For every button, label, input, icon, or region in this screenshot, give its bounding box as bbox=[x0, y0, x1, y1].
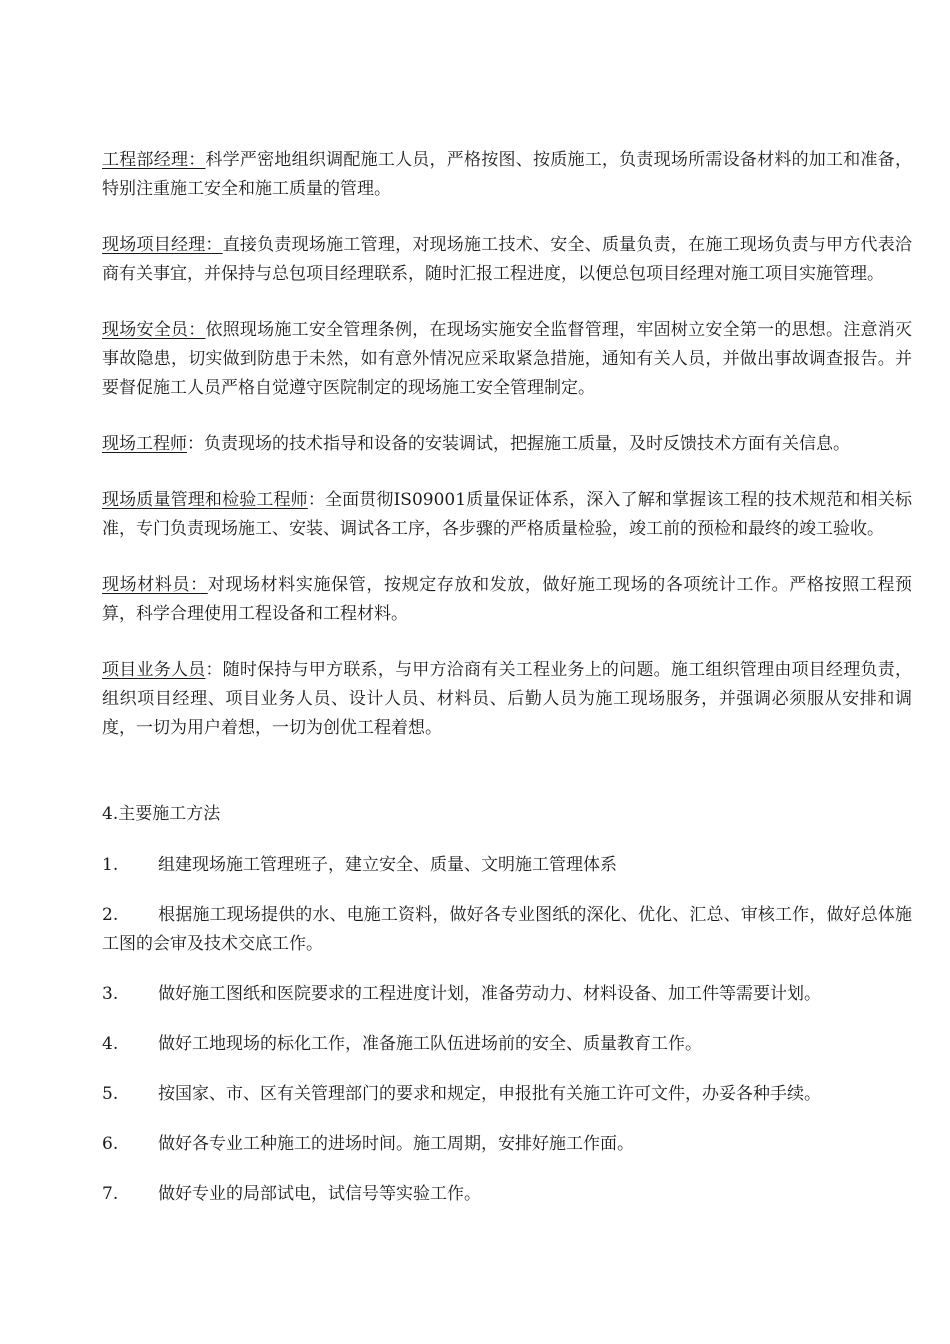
document-page bbox=[102, 146, 912, 1230]
role-paragraph-site-engineer bbox=[102, 430, 912, 459]
step-number: 2. bbox=[102, 905, 119, 925]
role-description: 直接负责现场施工管理，对现场施工技术、安全、质量负责，在施工现场负责与甲方代表洽商有关事宜，并保持与总包项目经理联系，随时汇报工程进度，以便总包项目经理对施工项目实施管理。 bbox=[102, 235, 913, 284]
step-text: 根据施工现场提供的水、电施工资料，做好各专业图纸的深化、优化、汇总、审核工作，做好总体施工图的会审及技术交底工作。 bbox=[102, 905, 912, 954]
step-number: 4. bbox=[102, 1034, 119, 1054]
role-title: 现场项目经理： bbox=[102, 235, 223, 255]
step-item bbox=[102, 1180, 912, 1209]
role-title: 现场工程师 bbox=[102, 434, 187, 454]
step-item bbox=[102, 980, 912, 1009]
step-item bbox=[102, 1130, 912, 1159]
step-number: 3. bbox=[102, 984, 119, 1004]
role-paragraph-quality-engineer bbox=[102, 486, 912, 544]
step-text: 组建现场施工管理班子，建立安全、质量、文明施工管理体系 bbox=[158, 855, 617, 875]
role-title: 工程部经理： bbox=[102, 150, 206, 170]
role-description: ：负责现场的技术指导和设备的安装调试，把握施工质量，及时反馈技术方面有关信息。 bbox=[187, 434, 850, 454]
role-description: 对现场材料实施保管，按规定存放和发放，做好施工现场的各项统计工作。严格按照工程预算，科学合理使用工程设备和工程材料。 bbox=[102, 575, 912, 624]
role-title: 项目业务人员 bbox=[102, 660, 206, 680]
section-heading: 4.主要施工方法 bbox=[102, 804, 221, 824]
step-text: 按国家、市、区有关管理部门的要求和规定，申报批有关施工许可文件，办妥各种手续。 bbox=[158, 1084, 821, 1104]
step-number: 7. bbox=[102, 1184, 119, 1204]
role-description: ：随时保持与甲方联系，与甲方洽商有关工程业务上的问题。施工组织管理由项目经理负责，组织项目经理、项目业务人员、设计人员、材料员、后勤人员为施工现场服务，并强调必须服从安排和调度，一切为用户着想，一切为创优工程着想。 bbox=[102, 660, 913, 738]
step-text: 做好施工图纸和医院要求的工程进度计划，准备劳动力、材料设备、加工件等需要计划。 bbox=[158, 984, 821, 1004]
step-number: 5. bbox=[102, 1084, 119, 1104]
step-number: 1. bbox=[102, 855, 119, 875]
role-paragraph-business-staff bbox=[102, 656, 912, 743]
step-item bbox=[102, 1030, 912, 1059]
step-number: 6. bbox=[102, 1134, 119, 1154]
role-description: ：全面贯彻IS09001质量保证体系，深入了解和掌握该工程的技术规范和相关标准，专门负责现场施工、安装、调试各工序，各步骤的严格质量检验，竣工前的预检和最终的竣工验收。 bbox=[102, 490, 912, 539]
role-description: 依照现场施工安全管理条例，在现场实施安全监督管理，牢固树立安全第一的思想。注意消灭事故隐患，切实做到防患于未然，如有意外情况应采取紧急措施，通知有关人员，并做出事故调查报告。并要督促施工人员严格自觉遵守医院制定的现场施工安全管理制定。 bbox=[102, 320, 913, 398]
role-paragraph-engineering-manager bbox=[102, 146, 912, 204]
role-title: 现场质量管理和检验工程师 bbox=[102, 490, 308, 510]
step-item bbox=[102, 901, 912, 959]
role-description: 科学严密地组织调配施工人员，严格按图、按质施工，负责现场所需设备材料的加工和准备，特别注重施工安全和施工质量的管理。 bbox=[102, 150, 913, 199]
role-title: 现场安全员： bbox=[102, 320, 206, 340]
step-text: 做好专业的局部试电，试信号等实验工作。 bbox=[158, 1184, 481, 1204]
step-text: 做好各专业工种施工的进场时间。施工周期，安排好施工作面。 bbox=[158, 1134, 634, 1154]
role-paragraph-materials-officer bbox=[102, 571, 912, 629]
step-item bbox=[102, 1080, 912, 1109]
section-spacer bbox=[102, 770, 912, 800]
step-item bbox=[102, 851, 912, 880]
role-paragraph-safety-officer bbox=[102, 316, 912, 403]
role-title: 现场材料员： bbox=[102, 575, 208, 595]
role-paragraph-site-project-manager bbox=[102, 231, 912, 289]
step-text: 做好工地现场的标化工作，准备施工队伍进场前的安全、质量教育工作。 bbox=[158, 1034, 702, 1054]
